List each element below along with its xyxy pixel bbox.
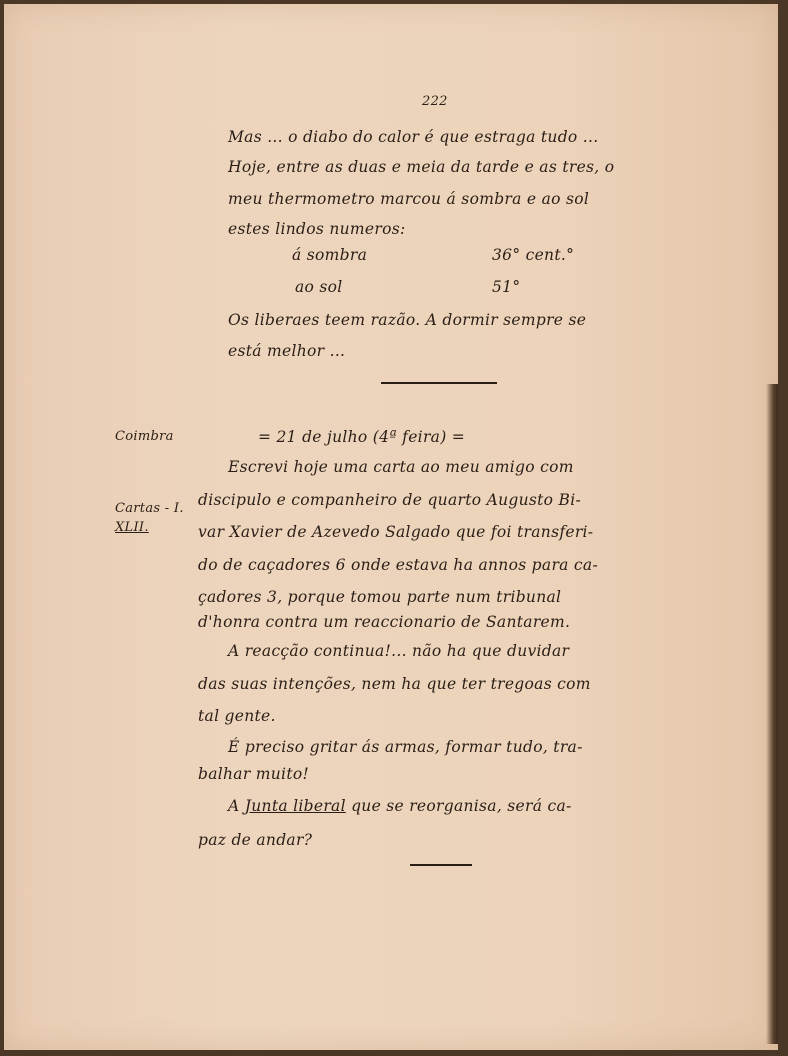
entry-2-date: = 21 de julho (4ª feira) = [258, 428, 466, 446]
entry-2-line-3: var Xavier de Azevedo Salgado que foi transferi- [198, 523, 594, 541]
entry-1-line-1: Mas ... o diabo do calor é que estraga tudo ... [228, 128, 599, 146]
entry-2-line-4: do de caçadores 6 onde estava ha annos para ca- [198, 556, 598, 574]
margin-reference: Cartas - I. [115, 501, 184, 516]
entry-2-final-line [228, 796, 572, 816]
page-number: 222 [422, 94, 448, 109]
entry-1-closing-line-2: está melhor ... [228, 342, 346, 360]
reading-label-sun: ao sol [295, 278, 343, 296]
entry-2-line-11: balhar muito! [198, 765, 310, 783]
reading-value-sun: 51° [492, 278, 521, 296]
entry-2-line-2: discipulo e companheiro de quarto Augusto Bi- [198, 491, 582, 509]
entry-1-line-2: Hoje, entre as duas e meia da tarde e as tres, o [228, 158, 615, 176]
entry-2-line-7: A reacção continua!... não ha que duvidar [228, 642, 570, 660]
end-divider [410, 864, 472, 866]
entry-1-line-4: estes lindos numeros: [228, 220, 406, 238]
page-edge-shadow [766, 384, 778, 1044]
entry-2-line-5: çadores 3, porque tomou parte num tribunal [198, 588, 562, 606]
entry-1-closing-line-1: Os liberaes teem razão. A dormir sempre se [228, 311, 587, 329]
entry-2-line-9: tal gente. [198, 707, 276, 725]
entry-2-final-last-line: paz de andar? [198, 831, 313, 849]
margin-reference-number: XLII. [115, 520, 149, 535]
reading-label-shade: á sombra [292, 246, 368, 264]
margin-place: Coimbra [115, 429, 174, 444]
entry-1-line-3: meu thermometro marcou á sombra e ao sol [228, 190, 590, 208]
final-line-prefix: A [228, 797, 240, 815]
junta-liberal-underlined: Junta liberal [244, 797, 346, 815]
section-divider [381, 382, 497, 384]
entry-2-line-6: d'honra contra um reaccionario de Santarem. [198, 613, 571, 631]
entry-2-line-8: das suas intenções, nem ha que ter tregoas com [198, 675, 591, 693]
entry-2-line-10: É preciso gritar ás armas, formar tudo, tra- [228, 738, 583, 756]
entry-2-line-1: Escrevi hoje uma carta ao meu amigo com [228, 458, 574, 476]
reading-value-shade: 36° cent.° [492, 246, 575, 264]
final-line-suffix: que se reorganisa, será ca- [351, 797, 572, 815]
